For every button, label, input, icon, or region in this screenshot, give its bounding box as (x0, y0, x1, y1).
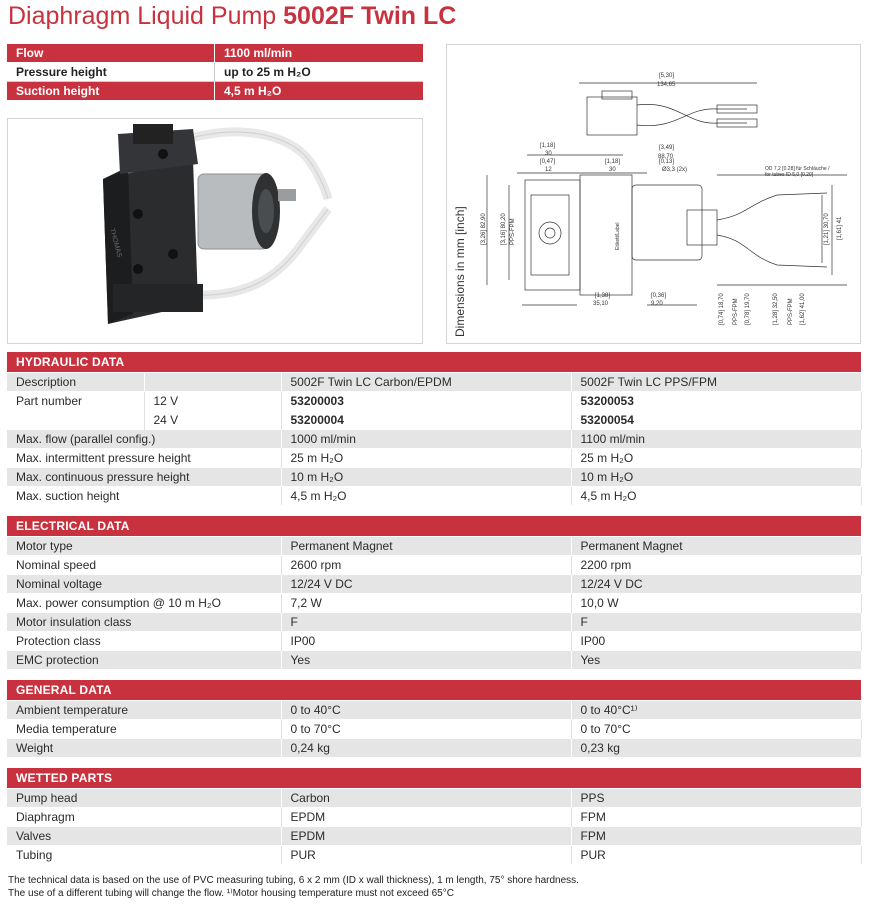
dim-label: [1,18] (605, 159, 621, 165)
table-row (7, 739, 861, 758)
dim-label: [1,28] 32,50 (773, 293, 779, 325)
summary-table (7, 44, 423, 101)
section-title: HYDRAULIC DATA (7, 352, 861, 372)
dim-label: [1,38] (595, 293, 611, 299)
cell-carbon: 0 to 70°C (281, 720, 571, 739)
row-label: Max. intermittent pressure height (7, 449, 281, 468)
row-label: Pump head (7, 789, 281, 808)
summary-value: up to 25 m H₂O (215, 63, 424, 82)
summary-label: Flow (7, 44, 215, 63)
electrical-section (7, 516, 861, 669)
table-row (7, 594, 861, 613)
cell-carbon: 10 m H₂O (281, 468, 571, 487)
dim-label: 134,65 (657, 82, 676, 88)
cell-pps: 1100 ml/min (571, 430, 861, 449)
cell-pps: 0 to 70°C (571, 720, 861, 739)
row-label: Nominal voltage (7, 575, 281, 594)
cell-carbon: 53200003 (281, 392, 571, 411)
footnote-line: The use of a different tubing will change the flow. ¹⁾Motor housing temperature must not exceed 65°C (8, 888, 454, 899)
summary-value: 4,5 m H₂O (215, 82, 424, 101)
table-row (7, 632, 861, 651)
dim-label: 12 (545, 167, 552, 173)
dim-label: PPS-FPM (733, 298, 739, 325)
cell-pps: 10 m H₂O (571, 468, 861, 487)
dim-label: [0,47] (540, 159, 556, 165)
dim-label: Etikett/Label (615, 222, 621, 250)
cell-pps: 4,5 m H₂O (571, 487, 861, 506)
table-row (7, 556, 861, 575)
row-label: Max. flow (parallel config.) (7, 430, 281, 449)
cell-carbon: PUR (281, 846, 571, 865)
footnote (8, 874, 579, 900)
table-row (7, 651, 861, 670)
cell-pps: 25 m H₂O (571, 449, 861, 468)
row-label: EMC protection (7, 651, 281, 670)
title-model: 5002F Twin LC (283, 2, 457, 30)
table-row (7, 827, 861, 846)
table-row (7, 411, 861, 430)
footnote-line: The technical data is based on the use of PVC measuring tubing, 6 x 2 mm (ID x wall thickness), 1 m length, 75° shore hardness. (8, 875, 579, 886)
dim-label: [3,16] 80,20 (501, 213, 507, 245)
cell-pps: Yes (571, 651, 861, 670)
dim-label: [5,30] (659, 73, 675, 79)
row-label: Nominal speed (7, 556, 281, 575)
dim-label: Ø3,3 (2x) (662, 167, 688, 173)
cell-pps: F (571, 613, 861, 632)
table-row (7, 789, 861, 808)
table-row (7, 537, 861, 556)
dim-label: [0,13] (659, 159, 675, 165)
row-label: Valves (7, 827, 281, 846)
page-title (8, 2, 456, 31)
cell-carbon: 0,24 kg (281, 739, 571, 758)
dim-label: 35,10 (593, 301, 609, 307)
row-sub (144, 373, 281, 392)
dim-label: PPS-FPM (788, 298, 794, 325)
summary-row (7, 82, 423, 101)
summary-value: 1100 ml/min (215, 44, 424, 63)
dim-label: [1,61] 41 (837, 216, 843, 240)
dim-label: [0,74] 18,70 (719, 293, 725, 325)
row-label: Description (7, 373, 144, 392)
row-label: Max. power consumption @ 10 m H₂O (7, 594, 281, 613)
row-label (7, 411, 144, 430)
wetted-table (7, 788, 862, 864)
cell-pps: 12/24 V DC (571, 575, 861, 594)
table-row (7, 846, 861, 865)
table-row (7, 613, 861, 632)
brand-text: THOMAS (108, 227, 123, 259)
cell-carbon: 1000 ml/min (281, 430, 571, 449)
row-label: Diaphragm (7, 808, 281, 827)
cell-carbon: EPDM (281, 827, 571, 846)
drawing-svg (447, 45, 860, 343)
general-section (7, 680, 861, 757)
drawing-axis-label: Dimensions in mm [inch] (453, 206, 467, 337)
product-photo (7, 118, 423, 344)
cell-carbon: 53200004 (281, 411, 571, 430)
dim-label: [3,49] (659, 145, 675, 151)
summary-label: Suction height (7, 82, 215, 101)
pump-image (8, 119, 422, 343)
dim-label: [1,21] 30,70 (824, 213, 830, 245)
dim-label: 9,20 (651, 301, 663, 307)
cell-carbon: EPDM (281, 808, 571, 827)
table-row (7, 808, 861, 827)
cell-carbon: 12/24 V DC (281, 575, 571, 594)
row-label: Max. continuous pressure height (7, 468, 281, 487)
cell-pps: FPM (571, 827, 861, 846)
cell-pps: 2200 rpm (571, 556, 861, 575)
cell-carbon: 4,5 m H₂O (281, 487, 571, 506)
dim-label: PPS-FPM (510, 218, 516, 245)
electrical-table (7, 536, 862, 669)
cell-carbon: 25 m H₂O (281, 449, 571, 468)
cell-carbon: Yes (281, 651, 571, 670)
table-row (7, 392, 861, 411)
section-title: ELECTRICAL DATA (7, 516, 861, 536)
table-row (7, 701, 861, 720)
dim-label: [1,18] (540, 143, 556, 149)
summary-row (7, 63, 423, 82)
row-sub: 12 V (144, 392, 281, 411)
table-row (7, 575, 861, 594)
table-row (7, 449, 861, 468)
table-row (7, 373, 861, 392)
hydraulic-table (7, 372, 862, 505)
hydraulic-section (7, 352, 861, 505)
cell-carbon: F (281, 613, 571, 632)
dim-label: 30 (545, 151, 552, 157)
cell-pps: PUR (571, 846, 861, 865)
dim-label: [3,26] 82,90 (481, 213, 487, 245)
cell-pps: 0,23 kg (571, 739, 861, 758)
cell-carbon: 2600 rpm (281, 556, 571, 575)
cell-pps: 0 to 40°C¹⁾ (571, 701, 861, 720)
cell-pps: Permanent Magnet (571, 537, 861, 556)
summary-label: Pressure height (7, 63, 215, 82)
row-label: Media temperature (7, 720, 281, 739)
table-row (7, 487, 861, 506)
dim-label: 30 (609, 167, 616, 173)
cell-carbon: 0 to 40°C (281, 701, 571, 720)
row-label: Weight (7, 739, 281, 758)
cell-pps: PPS (571, 789, 861, 808)
cell-pps: 53200054 (571, 411, 861, 430)
cell-pps: IP00 (571, 632, 861, 651)
dim-label: 88,70 (658, 154, 674, 160)
row-label: Protection class (7, 632, 281, 651)
dim-label: [0,78] 19,70 (745, 293, 751, 325)
section-title: GENERAL DATA (7, 680, 861, 700)
dimension-drawing (446, 44, 861, 344)
dim-label: [0,36] (651, 293, 667, 299)
wetted-section (7, 768, 861, 864)
row-label: Motor type (7, 537, 281, 556)
cell-carbon: IP00 (281, 632, 571, 651)
cell-pps: 53200053 (571, 392, 861, 411)
dim-note: OD 7,2 [0.28] für Schläuche / (765, 166, 830, 172)
summary-row (7, 44, 423, 63)
title-prefix: Diaphragm Liquid Pump (8, 2, 277, 30)
dim-label: [1,62] 41,00 (800, 293, 806, 325)
row-sub: 24 V (144, 411, 281, 430)
row-label: Tubing (7, 846, 281, 865)
dim-note: for tubes ID 5,0 [0.20] (765, 172, 814, 178)
cell-pps: FPM (571, 808, 861, 827)
cell-carbon: 5002F Twin LC Carbon/EPDM (281, 373, 571, 392)
row-label: Ambient temperature (7, 701, 281, 720)
cell-pps: 5002F Twin LC PPS/FPM (571, 373, 861, 392)
cell-carbon: Carbon (281, 789, 571, 808)
cell-carbon: 7,2 W (281, 594, 571, 613)
cell-pps: 10,0 W (571, 594, 861, 613)
table-row (7, 430, 861, 449)
row-label: Part number (7, 392, 144, 411)
cell-carbon: Permanent Magnet (281, 537, 571, 556)
table-row (7, 468, 861, 487)
row-label: Motor insulation class (7, 613, 281, 632)
general-table (7, 700, 862, 757)
table-row (7, 720, 861, 739)
section-title: WETTED PARTS (7, 768, 861, 788)
row-label: Max. suction height (7, 487, 281, 506)
